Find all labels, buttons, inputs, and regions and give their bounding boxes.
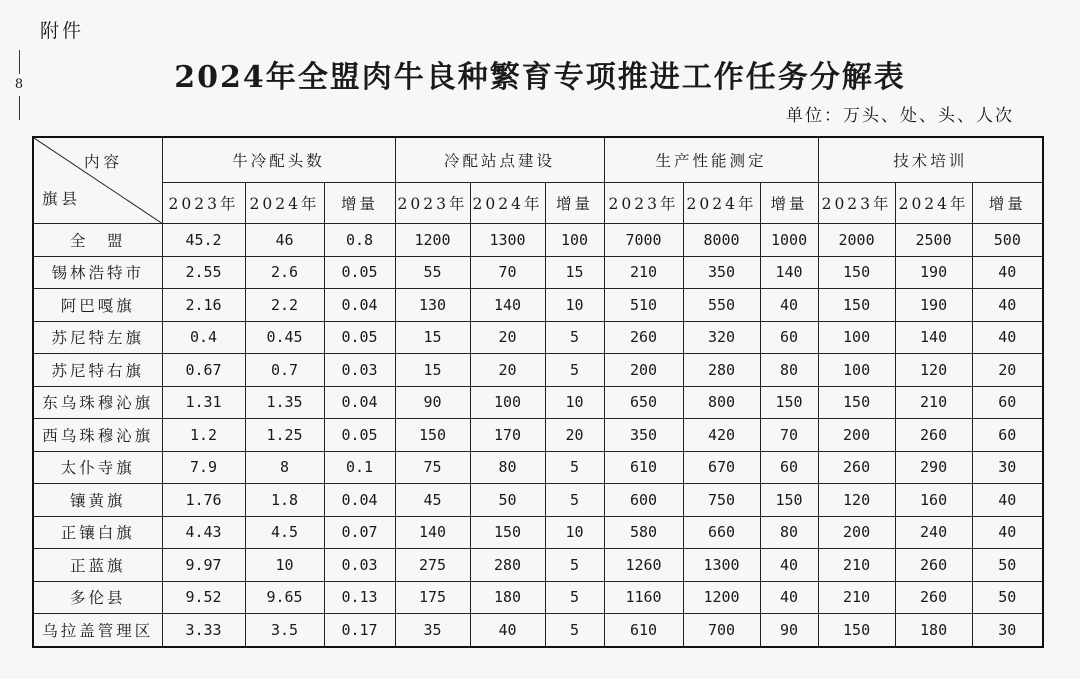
table-cell: 140 xyxy=(895,321,972,354)
table-cell: 100 xyxy=(470,386,545,419)
header-row-years xyxy=(33,183,1043,224)
table-cell: 280 xyxy=(683,354,760,387)
table-cell: 40 xyxy=(972,321,1043,354)
table-cell: 0.17 xyxy=(324,614,395,647)
table-cell: 60 xyxy=(760,321,818,354)
table-cell: 275 xyxy=(395,549,470,582)
table-cell: 180 xyxy=(470,581,545,614)
task-breakdown-table xyxy=(32,136,1044,648)
table-row xyxy=(33,614,1043,647)
year-2024-header: 2024年 xyxy=(470,183,545,224)
table-cell: 210 xyxy=(604,256,683,289)
table-cell: 150 xyxy=(818,614,895,647)
table-cell: 140 xyxy=(760,256,818,289)
increment-header: 增量 xyxy=(324,183,395,224)
table-cell: 120 xyxy=(818,484,895,517)
table-cell: 2500 xyxy=(895,224,972,257)
table-cell: 5 xyxy=(545,581,604,614)
table-cell: 46 xyxy=(245,224,324,257)
document-title: 2024年全盟肉牛良种繁育专项推进工作任务分解表 xyxy=(174,60,906,95)
table-cell: 1260 xyxy=(604,549,683,582)
table-cell: 0.67 xyxy=(162,354,245,387)
table-cell: 100 xyxy=(545,224,604,257)
table-cell: 0.7 xyxy=(245,354,324,387)
table-cell: 40 xyxy=(760,289,818,322)
table-cell: 580 xyxy=(604,516,683,549)
table-cell: 200 xyxy=(818,516,895,549)
table-cell: 40 xyxy=(972,289,1043,322)
table-cell: 10 xyxy=(545,289,604,322)
table-cell: 0.04 xyxy=(324,484,395,517)
table-cell: 260 xyxy=(895,419,972,452)
table-cell: 1.25 xyxy=(245,419,324,452)
table-cell: 4.5 xyxy=(245,516,324,549)
table-cell: 650 xyxy=(604,386,683,419)
table-cell: 210 xyxy=(895,386,972,419)
table-cell: 80 xyxy=(760,354,818,387)
table-cell: 8 xyxy=(245,451,324,484)
table-cell: 8000 xyxy=(683,224,760,257)
table-row xyxy=(33,289,1043,322)
table-cell: 0.03 xyxy=(324,549,395,582)
table-cell: 0.07 xyxy=(324,516,395,549)
table-cell: 2.55 xyxy=(162,256,245,289)
group-header-station-construction: 冷配站点建设 xyxy=(395,137,604,183)
table-cell: 70 xyxy=(760,419,818,452)
table-cell: 15 xyxy=(545,256,604,289)
table-cell: 30 xyxy=(972,614,1043,647)
group-header-technical-training: 技术培训 xyxy=(818,137,1043,183)
table-cell: 150 xyxy=(395,419,470,452)
table-cell: 0.05 xyxy=(324,256,395,289)
table-row xyxy=(33,256,1043,289)
table-cell: 40 xyxy=(972,516,1043,549)
table-cell: 20 xyxy=(545,419,604,452)
table-cell: 40 xyxy=(972,484,1043,517)
table-cell: 260 xyxy=(895,549,972,582)
table-cell: 60 xyxy=(760,451,818,484)
table-cell: 3.33 xyxy=(162,614,245,647)
table-cell: 260 xyxy=(818,451,895,484)
table-cell: 45 xyxy=(395,484,470,517)
year-2024-header: 2024年 xyxy=(895,183,972,224)
table-cell: 510 xyxy=(604,289,683,322)
table-cell: 260 xyxy=(604,321,683,354)
table-cell: 15 xyxy=(395,321,470,354)
year-2023-header: 2023年 xyxy=(395,183,470,224)
table-row xyxy=(33,354,1043,387)
table-cell: 7000 xyxy=(604,224,683,257)
table-cell: 55 xyxy=(395,256,470,289)
table-row xyxy=(33,224,1043,257)
table-row xyxy=(33,549,1043,582)
table-cell: 670 xyxy=(683,451,760,484)
table-cell: 50 xyxy=(470,484,545,517)
table-cell: 260 xyxy=(895,581,972,614)
year-2024-header: 2024年 xyxy=(245,183,324,224)
header-row-groups xyxy=(33,137,1043,183)
table-cell: 2.2 xyxy=(245,289,324,322)
table-cell: 150 xyxy=(818,386,895,419)
table-row xyxy=(33,451,1043,484)
table-cell: 190 xyxy=(895,289,972,322)
row-label-county: 东乌珠穆沁旗 xyxy=(33,386,162,419)
group-header-performance-testing: 生产性能测定 xyxy=(604,137,818,183)
table-cell: 5 xyxy=(545,354,604,387)
row-label-county: 太仆寺旗 xyxy=(33,451,162,484)
table-cell: 190 xyxy=(895,256,972,289)
table-cell: 50 xyxy=(972,581,1043,614)
table-cell: 1300 xyxy=(470,224,545,257)
table-cell: 610 xyxy=(604,451,683,484)
row-label-county: 苏尼特右旗 xyxy=(33,354,162,387)
table-cell: 150 xyxy=(818,256,895,289)
year-2023-header: 2023年 xyxy=(818,183,895,224)
row-label-county: 锡林浩特市 xyxy=(33,256,162,289)
table-cell: 5 xyxy=(545,484,604,517)
row-label-county: 正镶白旗 xyxy=(33,516,162,549)
table-cell: 200 xyxy=(604,354,683,387)
table-cell: 1200 xyxy=(395,224,470,257)
table-cell: 1160 xyxy=(604,581,683,614)
year-2023-header: 2023年 xyxy=(604,183,683,224)
table-cell: 5 xyxy=(545,321,604,354)
table-cell: 60 xyxy=(972,386,1043,419)
table-cell: 0.45 xyxy=(245,321,324,354)
table-cell: 170 xyxy=(470,419,545,452)
table-cell: 40 xyxy=(760,581,818,614)
table-cell: 90 xyxy=(760,614,818,647)
table-cell: 0.8 xyxy=(324,224,395,257)
table-cell: 50 xyxy=(972,549,1043,582)
table-cell: 10 xyxy=(545,516,604,549)
table-cell: 9.52 xyxy=(162,581,245,614)
table-cell: 210 xyxy=(818,549,895,582)
table-cell: 75 xyxy=(395,451,470,484)
table-cell: 2.16 xyxy=(162,289,245,322)
table-cell: 0.4 xyxy=(162,321,245,354)
table-cell: 40 xyxy=(760,549,818,582)
table-cell: 9.65 xyxy=(245,581,324,614)
table-cell: 1.76 xyxy=(162,484,245,517)
table-cell: 0.05 xyxy=(324,419,395,452)
table-row xyxy=(33,516,1043,549)
row-label-county: 多伦县 xyxy=(33,581,162,614)
table-cell: 550 xyxy=(683,289,760,322)
table-cell: 280 xyxy=(470,549,545,582)
table-cell: 150 xyxy=(760,386,818,419)
table-cell: 20 xyxy=(470,321,545,354)
table-cell: 600 xyxy=(604,484,683,517)
table-cell: 1200 xyxy=(683,581,760,614)
row-label-county: 全 盟 xyxy=(33,224,162,257)
table-cell: 0.05 xyxy=(324,321,395,354)
corner-label-content: 内容 xyxy=(84,153,124,171)
table-cell: 40 xyxy=(972,256,1043,289)
table-cell: 1.31 xyxy=(162,386,245,419)
table-cell: 4.43 xyxy=(162,516,245,549)
table-cell: 60 xyxy=(972,419,1043,452)
table-cell: 175 xyxy=(395,581,470,614)
table-cell: 1.2 xyxy=(162,419,245,452)
table-cell: 1000 xyxy=(760,224,818,257)
table-cell: 1.8 xyxy=(245,484,324,517)
table-cell: 100 xyxy=(818,354,895,387)
unit-note: 单位：万头、处、头、人次 xyxy=(786,106,1014,126)
table-cell: 160 xyxy=(895,484,972,517)
table-cell: 20 xyxy=(470,354,545,387)
table-cell: 800 xyxy=(683,386,760,419)
table-cell: 0.04 xyxy=(324,289,395,322)
table-cell: 10 xyxy=(245,549,324,582)
table-cell: 7.9 xyxy=(162,451,245,484)
year-2023-header: 2023年 xyxy=(162,183,245,224)
corner-label-county: 旗县 xyxy=(42,190,82,208)
table-cell: 420 xyxy=(683,419,760,452)
table-cell: 40 xyxy=(470,614,545,647)
table-cell: 1300 xyxy=(683,549,760,582)
table-cell: 1.35 xyxy=(245,386,324,419)
row-label-county: 西乌珠穆沁旗 xyxy=(33,419,162,452)
table-row xyxy=(33,386,1043,419)
table-cell: 320 xyxy=(683,321,760,354)
table-cell: 10 xyxy=(545,386,604,419)
table-cell: 70 xyxy=(470,256,545,289)
table-cell: 610 xyxy=(604,614,683,647)
table-cell: 150 xyxy=(470,516,545,549)
table-cell: 20 xyxy=(972,354,1043,387)
table-cell: 15 xyxy=(395,354,470,387)
page-number: 8 xyxy=(14,77,24,92)
table-cell: 130 xyxy=(395,289,470,322)
group-header-artificial-insemination: 牛冷配头数 xyxy=(162,137,395,183)
table-cell: 350 xyxy=(683,256,760,289)
table-cell: 150 xyxy=(760,484,818,517)
table-cell: 700 xyxy=(683,614,760,647)
table-cell: 290 xyxy=(895,451,972,484)
table-cell: 140 xyxy=(395,516,470,549)
table-cell: 30 xyxy=(972,451,1043,484)
table-cell: 5 xyxy=(545,549,604,582)
increment-header: 增量 xyxy=(545,183,604,224)
year-2024-header: 2024年 xyxy=(683,183,760,224)
table-cell: 2.6 xyxy=(245,256,324,289)
table-cell: 140 xyxy=(470,289,545,322)
table-cell: 5 xyxy=(545,451,604,484)
table-cell: 90 xyxy=(395,386,470,419)
table-cell: 0.04 xyxy=(324,386,395,419)
table-cell: 660 xyxy=(683,516,760,549)
table-cell: 350 xyxy=(604,419,683,452)
table-cell: 80 xyxy=(760,516,818,549)
table-row xyxy=(33,419,1043,452)
table-cell: 0.03 xyxy=(324,354,395,387)
increment-header: 增量 xyxy=(972,183,1043,224)
table-cell: 3.5 xyxy=(245,614,324,647)
table-cell: 750 xyxy=(683,484,760,517)
table-cell: 500 xyxy=(972,224,1043,257)
table-row xyxy=(33,484,1043,517)
table-row xyxy=(33,321,1043,354)
table-cell: 180 xyxy=(895,614,972,647)
row-label-county: 阿巴嘎旗 xyxy=(33,289,162,322)
table-cell: 80 xyxy=(470,451,545,484)
increment-header: 增量 xyxy=(760,183,818,224)
table-cell: 150 xyxy=(818,289,895,322)
corner-header-cell xyxy=(33,137,162,224)
table-cell: 5 xyxy=(545,614,604,647)
table-cell: 9.97 xyxy=(162,549,245,582)
row-label-county: 乌拉盖管理区 xyxy=(33,614,162,647)
table-cell: 35 xyxy=(395,614,470,647)
table-cell: 45.2 xyxy=(162,224,245,257)
page-marker-line-bottom xyxy=(19,96,20,120)
table-cell: 100 xyxy=(818,321,895,354)
table-cell: 2000 xyxy=(818,224,895,257)
table-cell: 0.13 xyxy=(324,581,395,614)
table-cell: 120 xyxy=(895,354,972,387)
table-cell: 200 xyxy=(818,419,895,452)
table-row xyxy=(33,581,1043,614)
row-label-county: 正蓝旗 xyxy=(33,549,162,582)
table-cell: 210 xyxy=(818,581,895,614)
table-cell: 240 xyxy=(895,516,972,549)
row-label-county: 镶黄旗 xyxy=(33,484,162,517)
row-label-county: 苏尼特左旗 xyxy=(33,321,162,354)
attachment-label: 附件 xyxy=(40,20,85,42)
table-cell: 0.1 xyxy=(324,451,395,484)
